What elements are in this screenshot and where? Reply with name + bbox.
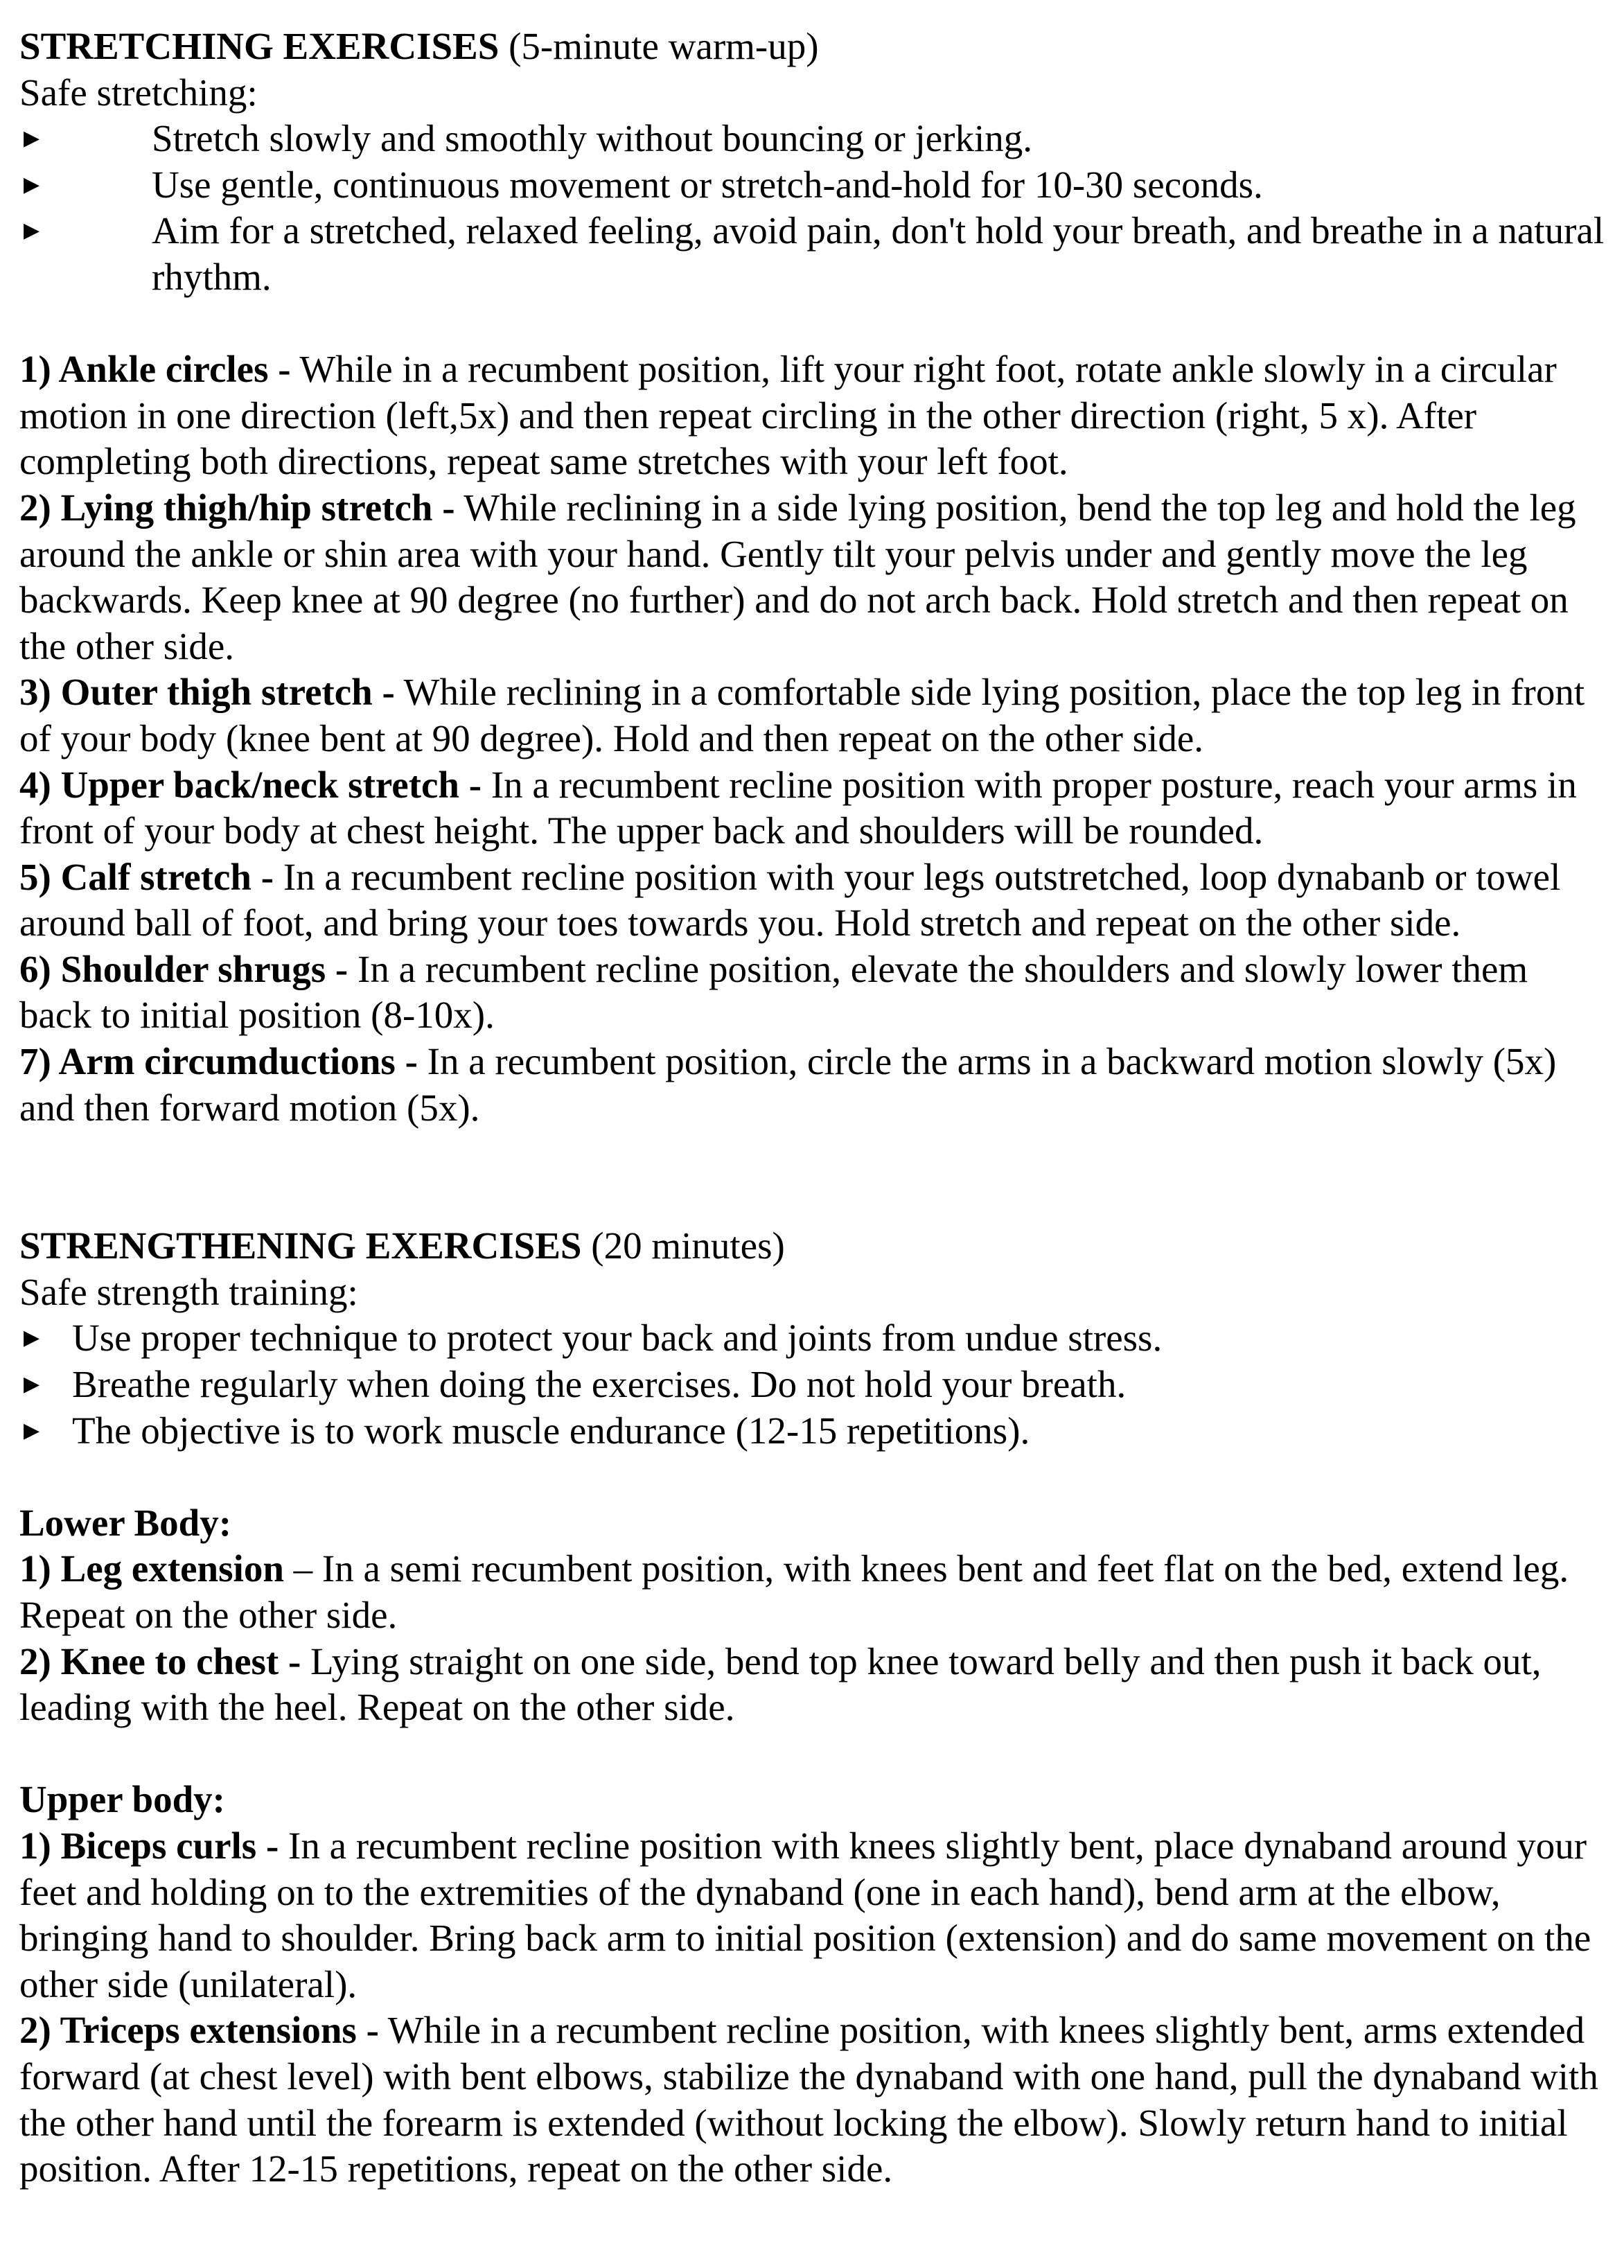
stretching-bullet — [19, 116, 1606, 162]
item-text: While in a recumbent position, lift your right foot, rotate ankle slowly in a circular motion in one direction (left,5x) and then repeat circling in the other direction (right, 5 x). After completing both directions, repeat same stretches with your left foot. — [19, 348, 1557, 483]
lower-body-item — [19, 1639, 1606, 1731]
item-text: Lying straight on one side, bend top knee toward belly and then push it back out, leading with the heel. Repeat on the other side. — [19, 1640, 1542, 1729]
upper-body-item — [19, 1823, 1606, 2007]
stretching-section — [19, 24, 1606, 1131]
item-title: 7) Arm circumductions - — [19, 1040, 418, 1083]
item-text: In a recumbent recline position with proper posture, reach your arms in front of your body at chest height. The upper back and shoulders will be rounded. — [19, 763, 1577, 852]
item-title: 1) Ankle circles - — [19, 348, 291, 391]
stretching-bullet — [19, 208, 1606, 300]
bullet-text: Stretch slowly and smoothly without bouncing or jerking. — [152, 117, 1032, 160]
stretching-item — [19, 669, 1606, 762]
bullet-text: Use gentle, continuous movement or stretch-and-hold for 10-30 seconds. — [152, 163, 1263, 206]
item-title: 1) Biceps curls - — [19, 1824, 279, 1867]
item-text: While reclining in a comfortable side lying position, place the top leg in front of your body (knee bent at 90 degree). Hold and then repeat on the other side. — [19, 671, 1585, 759]
spacer — [19, 1731, 1606, 1777]
strengthening-section — [19, 1223, 1606, 2192]
item-title: 2) Triceps extensions - — [19, 2009, 379, 2052]
item-text: – In a semi recumbent position, with knees bent and feet flat on the bed, extend leg. Repeat on the other side. — [19, 1547, 1569, 1636]
strengthening-bullet-list — [19, 1315, 1606, 1454]
triangle-right-icon: ▶ — [24, 1326, 40, 1350]
bullet-text: Aim for a stretched, relaxed feeling, avoid pain, don't hold your breath, and breathe in a natural rhythm. — [152, 209, 1605, 298]
upper-body-item — [19, 2007, 1606, 2192]
spacer — [19, 301, 1606, 347]
stretching-item — [19, 346, 1606, 485]
item-title: 3) Outer thigh stretch - — [19, 671, 395, 714]
stretching-item — [19, 1039, 1606, 1131]
bullet-text: The objective is to work muscle endurance (12-15 repetitions). — [72, 1409, 1030, 1452]
item-text: In a recumbent recline position with knees slightly bent, place dynaband around your feet and holding on to the extremities of the dynaband (one in each hand), bend arm at the elbow, bringing hand to shoulder. Bring back arm to initial position (extension) and do same movement on the other side (unilateral). — [19, 1824, 1591, 2005]
strengthening-heading — [19, 1223, 1606, 1269]
lower-body-group — [19, 1500, 1606, 1731]
item-title: 2) Lying thigh/hip stretch - — [19, 486, 455, 529]
upper-body-heading: Upper body: — [19, 1778, 225, 1821]
document — [19, 24, 1606, 2192]
item-text: In a recumbent recline position, elevate the shoulders and slowly lower them back to initial position (8-10x). — [19, 947, 1528, 1037]
upper-body-group — [19, 1777, 1606, 2192]
strengthening-bullet — [19, 1362, 1606, 1408]
bullet-text: Use proper technique to protect your back and joints from undue stress. — [72, 1317, 1163, 1360]
spacer — [19, 1454, 1606, 1500]
item-title: 4) Upper back/neck stretch - — [19, 763, 482, 806]
stretching-item — [19, 854, 1606, 947]
bullet-text: Breathe regularly when doing the exercises. Do not hold your breath. — [72, 1363, 1127, 1406]
item-title: 6) Shoulder shrugs - — [19, 947, 348, 990]
stretching-item — [19, 947, 1606, 1039]
stretching-subtitle: (5-minute warm-up) — [499, 25, 819, 67]
triangle-right-icon: ▶ — [24, 173, 40, 196]
stretching-item — [19, 485, 1606, 669]
strengthening-bullet — [19, 1315, 1606, 1362]
stretching-item — [19, 762, 1606, 854]
strengthening-subtitle: (20 minutes) — [581, 1224, 785, 1267]
triangle-right-icon: ▶ — [24, 219, 40, 243]
stretching-heading — [19, 24, 1606, 70]
item-title: 1) Leg extension — [19, 1547, 284, 1590]
item-text: While in a recumbent recline position, with knees slightly bent, arms extended forward (at chest level) with bent elbows, stabilize the dynaband with one hand, pull the dynaband with the other hand until the forearm is extended (without locking the elbow). Slowly return hand to initial position. After 12-15 repetitions, repeat on the other side. — [19, 2009, 1598, 2190]
triangle-right-icon: ▶ — [24, 1373, 40, 1396]
lower-body-heading: Lower Body: — [19, 1501, 232, 1544]
stretching-bullet — [19, 162, 1606, 209]
strengthening-title: STRENGTHENING EXERCISES — [19, 1224, 582, 1267]
item-text: While reclining in a side lying position, bend the top leg and hold the leg around the ankle or shin area with your hand. Gently tilt your pelvis under and gently move the leg backwards. Keep knee at 90 degree (no further) and do not arch back. Hold stretch and then repeat on the other side. — [19, 486, 1576, 667]
lower-body-item — [19, 1546, 1606, 1638]
triangle-right-icon: ▶ — [24, 1418, 40, 1442]
item-title: 5) Calf stretch - — [19, 855, 274, 898]
triangle-right-icon: ▶ — [24, 127, 40, 150]
stretching-bullet-list — [19, 116, 1606, 300]
strengthening-bullet — [19, 1408, 1606, 1454]
item-text: In a recumbent recline position with your legs outstretched, loop dynabanb or towel around ball of foot, and bring your toes towards you. Hold stretch and repeat on the other side. — [19, 855, 1561, 944]
stretching-intro: Safe stretching: — [19, 71, 258, 114]
section-spacer — [19, 1131, 1606, 1223]
item-title: 2) Knee to chest - — [19, 1640, 301, 1682]
stretching-title: STRETCHING EXERCISES — [19, 25, 500, 67]
strengthening-intro: Safe strength training: — [19, 1270, 358, 1313]
item-text: In a recumbent position, circle the arms in a backward motion slowly (5x) and then forward motion (5x). — [19, 1040, 1557, 1129]
